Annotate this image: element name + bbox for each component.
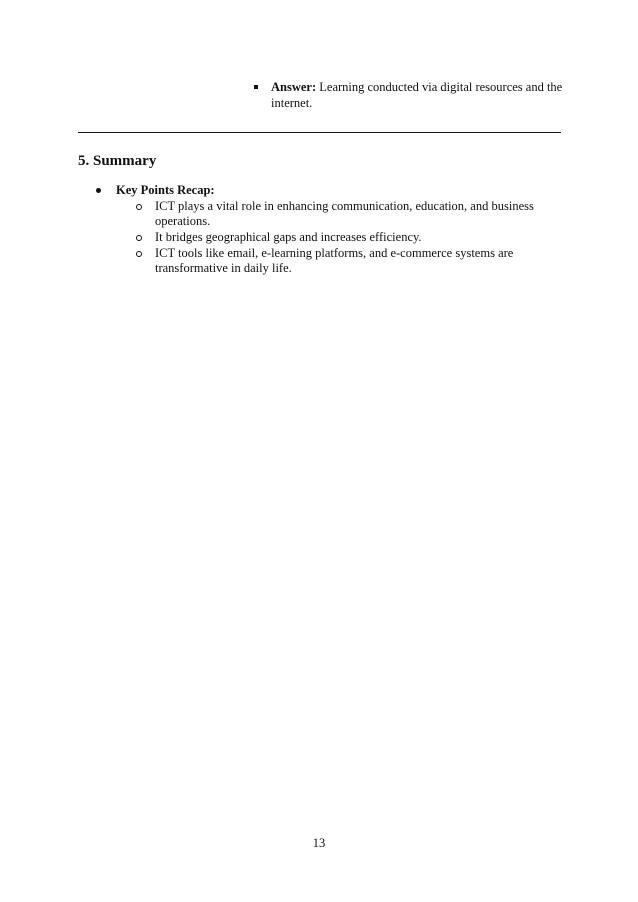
bullet-dot-icon xyxy=(96,188,101,193)
answer-body: Learning conducted via digital resources and the internet. xyxy=(271,80,563,110)
key-points-label: Key Points Recap: xyxy=(116,183,215,197)
answer-text xyxy=(271,79,581,111)
page-number: 13 xyxy=(312,836,326,850)
list-item-text: ICT plays a vital role in enhancing communication, education, and business operations. xyxy=(155,199,534,228)
circle-bullet-icon xyxy=(136,235,142,241)
key-points-list xyxy=(136,199,556,277)
list-item xyxy=(136,230,556,245)
answer-label: Answer: xyxy=(271,80,317,94)
list-item xyxy=(136,199,556,229)
circle-bullet-icon xyxy=(136,204,142,210)
list-item xyxy=(136,246,556,276)
section-heading: 5. Summary xyxy=(78,153,157,169)
circle-bullet-icon xyxy=(136,251,142,257)
list-item-text: ICT tools like email, e-learning platforms, and e-commerce systems are transformative in daily life. xyxy=(155,246,514,275)
list-item-text: It bridges geographical gaps and increases efficiency. xyxy=(155,230,422,244)
horizontal-rule xyxy=(78,132,561,133)
square-bullet-icon xyxy=(254,85,258,89)
